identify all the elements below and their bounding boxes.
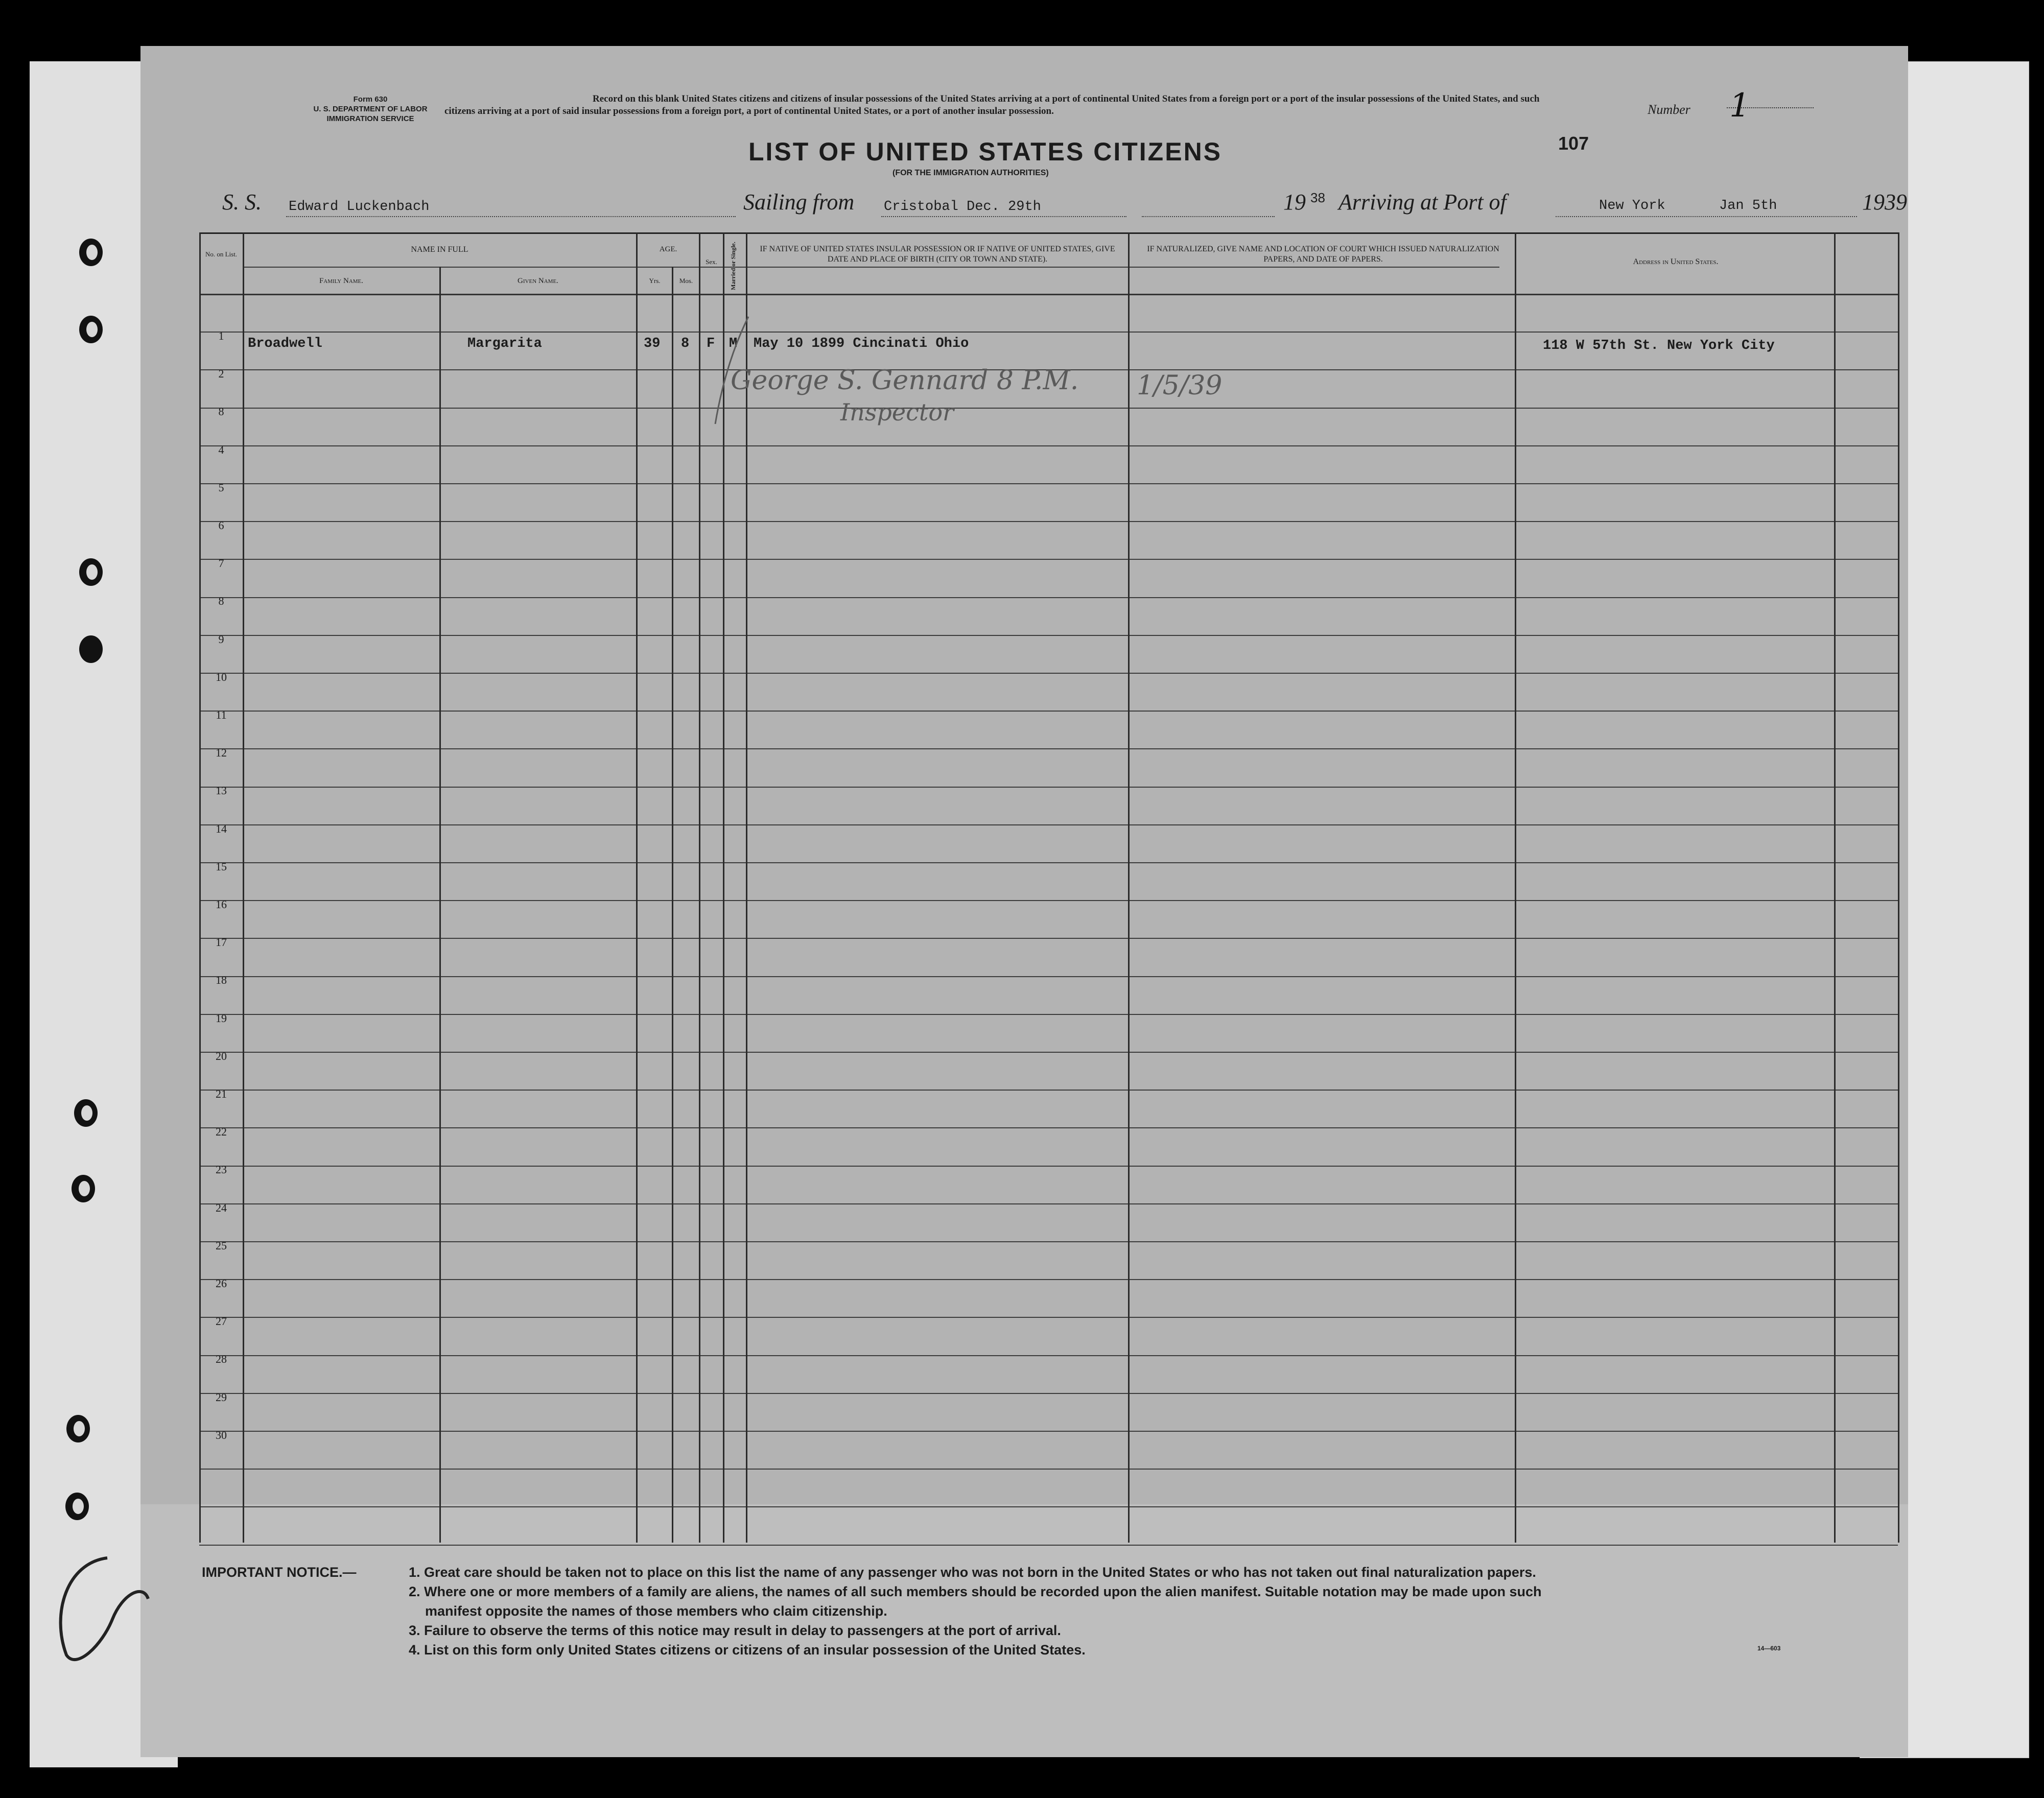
fill-line bbox=[1556, 216, 1857, 217]
row-line bbox=[199, 748, 1898, 749]
manifest-page bbox=[140, 46, 1908, 1757]
row-number: 30 bbox=[216, 1429, 227, 1441]
number-value: 1 bbox=[1729, 87, 1750, 125]
row-number: 8 bbox=[218, 405, 224, 418]
header-sex: Sex. bbox=[706, 258, 717, 266]
row-line bbox=[199, 294, 1898, 295]
header-family-name: Family Name. bbox=[319, 277, 364, 285]
sailing-from: Cristobal Dec. 29th bbox=[884, 199, 1041, 215]
row-number: 24 bbox=[216, 1201, 227, 1214]
header-given-name: Given Name. bbox=[518, 277, 558, 285]
column-line bbox=[243, 232, 244, 1543]
row-line bbox=[199, 1014, 1898, 1015]
form-code: 14—603 bbox=[1757, 1645, 1781, 1652]
entry-address: 118 W 57th St. New York City bbox=[1543, 338, 1775, 353]
row-line bbox=[199, 1393, 1898, 1394]
row-number: 9 bbox=[218, 633, 224, 646]
row-line bbox=[199, 597, 1898, 598]
header-months: Mos. bbox=[679, 277, 693, 285]
row-line bbox=[199, 938, 1898, 939]
header-married-single: Married or Single. bbox=[730, 242, 737, 290]
notice-item-3: 3. Failure to observe the terms of this notice may result in delay to passengers at the port of arrival. bbox=[409, 1623, 1061, 1638]
fill-line bbox=[286, 216, 736, 217]
entry-married: M bbox=[729, 336, 738, 351]
row-line bbox=[199, 1127, 1898, 1128]
row-number: 14 bbox=[216, 822, 227, 835]
row-line bbox=[199, 1203, 1898, 1204]
row-number: 17 bbox=[216, 936, 227, 949]
row-number: 13 bbox=[216, 784, 227, 797]
entry-sex: F bbox=[707, 336, 715, 351]
binder-hole bbox=[79, 239, 103, 266]
year-suffix: 38 bbox=[1310, 190, 1325, 205]
notice-item-2-continued: manifest opposite the names of those members who claim citizenship. bbox=[425, 1603, 887, 1619]
column-line bbox=[439, 267, 441, 1543]
row-line bbox=[199, 900, 1898, 901]
row-line bbox=[199, 1506, 1898, 1507]
header-naturalized: IF NATURALIZED, GIVE NAME AND LOCATION OF COURT WHICH ISSUED NATURALIZATION PAPERS, AND DATE OF PAPERS. bbox=[1147, 245, 1499, 264]
arrival-date: Jan 5th bbox=[1719, 198, 1777, 214]
number-label: Number bbox=[1648, 102, 1690, 117]
row-line bbox=[199, 559, 1898, 560]
row-line bbox=[199, 1317, 1898, 1318]
binder-hole bbox=[79, 558, 103, 586]
row-line bbox=[199, 1469, 1898, 1470]
row-line bbox=[199, 976, 1898, 977]
header-years: Yrs. bbox=[649, 277, 661, 285]
row-number: 22 bbox=[216, 1125, 227, 1138]
year-prefix: 19 bbox=[1283, 190, 1306, 215]
row-number: 20 bbox=[216, 1050, 227, 1062]
row-number: 4 bbox=[218, 443, 224, 456]
row-line bbox=[199, 1241, 1898, 1242]
row-line bbox=[199, 711, 1898, 712]
row-line bbox=[199, 635, 1898, 636]
service-name: IMMIGRATION SERVICE bbox=[326, 114, 414, 123]
row-line bbox=[199, 408, 1898, 409]
binder-hole bbox=[74, 1099, 98, 1127]
row-line bbox=[199, 824, 1898, 825]
row-number: 8 bbox=[218, 595, 224, 607]
row-line bbox=[199, 1545, 1898, 1546]
form-identification bbox=[284, 94, 457, 124]
row-number: 28 bbox=[216, 1353, 227, 1365]
inspector-title: Inspector bbox=[840, 398, 954, 426]
row-number: 15 bbox=[216, 860, 227, 873]
header-name-in-full: NAME IN FULL bbox=[411, 245, 468, 254]
notice-item-2: 2. Where one or more members of a family are aliens, the names of all such members should be recorded upon the alien manifest. Suitable notation may be made upon such bbox=[409, 1584, 1542, 1599]
row-line bbox=[199, 332, 1898, 333]
binder-hole bbox=[79, 635, 103, 663]
header-age: AGE. bbox=[659, 245, 677, 253]
entry-birth: May 10 1899 Cincinati Ohio bbox=[754, 336, 969, 351]
fill-line bbox=[1142, 216, 1275, 217]
row-number: 2 bbox=[218, 367, 224, 380]
row-number: 26 bbox=[216, 1277, 227, 1290]
row-line bbox=[199, 1355, 1898, 1356]
header-divider bbox=[243, 267, 1499, 268]
header-address: Address in United States. bbox=[1633, 257, 1719, 266]
row-line bbox=[199, 483, 1898, 484]
intro-text: Record on this blank United States citizens and citizens of insular possessions of the United States arriving at a port of continental United States from a foreign port or a port of the insular possessions of the United States, and such citizens arriving at a port of said insular possessions from a foreign port, a port of continental United States, or a port of another insular possession. bbox=[444, 93, 1540, 116]
column-line bbox=[1128, 232, 1130, 1543]
table-top-border bbox=[199, 232, 1898, 234]
header-no-on-list: No. on List. bbox=[205, 250, 238, 258]
row-line bbox=[199, 862, 1898, 863]
row-number: 1 bbox=[218, 329, 224, 342]
stamped-number: 107 bbox=[1558, 133, 1589, 154]
row-line bbox=[199, 787, 1898, 788]
row-line bbox=[199, 1279, 1898, 1280]
page-title: LIST OF UNITED STATES CITIZENS bbox=[748, 137, 1223, 166]
entry-family-name: Broadwell bbox=[248, 336, 322, 351]
column-line bbox=[1515, 232, 1516, 1543]
row-line bbox=[199, 1090, 1898, 1091]
sailing-label: Sailing from bbox=[743, 190, 855, 215]
row-number: 29 bbox=[216, 1391, 227, 1404]
header-native-birth: IF NATIVE OF UNITED STATES INSULAR POSSESSION OR IF NATIVE OF UNITED STATES, GIVE DATE AND PLACE OF BIRTH (CITY OR TOWN AND STATE). bbox=[760, 245, 1115, 264]
row-number: 11 bbox=[216, 708, 227, 721]
notice-item-1: 1. Great care should be taken not to place on this list the name of any passenger who was not born in the United States or who has not taken out final naturalization papers. bbox=[409, 1565, 1536, 1580]
column-line bbox=[699, 232, 700, 1543]
row-line bbox=[199, 1431, 1898, 1432]
binder-hole bbox=[66, 1415, 90, 1442]
row-number: 12 bbox=[216, 746, 227, 759]
row-number: 18 bbox=[216, 974, 227, 986]
row-line bbox=[199, 673, 1898, 674]
arriving-label: Arriving at Port of bbox=[1338, 190, 1507, 215]
ss-label: S. S. bbox=[222, 190, 262, 215]
row-number: 6 bbox=[218, 519, 224, 532]
row-number: 27 bbox=[216, 1315, 227, 1328]
column-line bbox=[1898, 232, 1899, 1543]
row-number: 23 bbox=[216, 1163, 227, 1176]
row-number: 19 bbox=[216, 1012, 227, 1025]
pencil-stroke bbox=[713, 312, 754, 429]
notice-item-4: 4. List on this form only United States citizens or citizens of an insular possession of the United States. bbox=[409, 1642, 1086, 1658]
ship-name: Edward Luckenbach bbox=[289, 199, 430, 215]
entry-age-years: 39 bbox=[644, 336, 661, 351]
form-number: Form 630 bbox=[353, 95, 388, 104]
row-line bbox=[199, 521, 1898, 522]
entry-given-name: Margarita bbox=[467, 336, 542, 351]
inspector-signature: George S. Gennard 8 P.M. bbox=[731, 365, 1079, 396]
column-line bbox=[199, 232, 201, 1543]
page-subtitle: (FOR THE IMMIGRATION AUTHORITIES) bbox=[892, 169, 1049, 177]
entry-age-months: 8 bbox=[681, 336, 690, 351]
fill-line bbox=[881, 216, 1126, 217]
column-line bbox=[636, 232, 638, 1543]
row-number: 10 bbox=[216, 671, 227, 683]
row-number: 5 bbox=[218, 481, 224, 494]
binder-hole bbox=[79, 316, 103, 343]
arrival-year: 1939 bbox=[1862, 190, 1907, 215]
row-number: 7 bbox=[218, 557, 224, 570]
inspection-date: 1/5/39 bbox=[1137, 370, 1223, 401]
row-number: 16 bbox=[216, 898, 227, 911]
row-line bbox=[199, 1052, 1898, 1053]
margin-pencil-mark bbox=[46, 1543, 153, 1675]
binder-hole bbox=[65, 1493, 89, 1520]
department-name: U. S. DEPARTMENT OF LABOR bbox=[313, 105, 428, 113]
row-line bbox=[199, 1166, 1898, 1167]
row-number: 21 bbox=[216, 1087, 227, 1100]
notice-label: IMPORTANT NOTICE.— bbox=[202, 1565, 357, 1580]
row-number: 25 bbox=[216, 1239, 227, 1252]
arrival-port: New York bbox=[1599, 198, 1665, 214]
column-line bbox=[672, 267, 673, 1543]
column-line bbox=[1834, 232, 1836, 1543]
row-line bbox=[199, 445, 1898, 446]
binder-hole bbox=[72, 1175, 95, 1202]
